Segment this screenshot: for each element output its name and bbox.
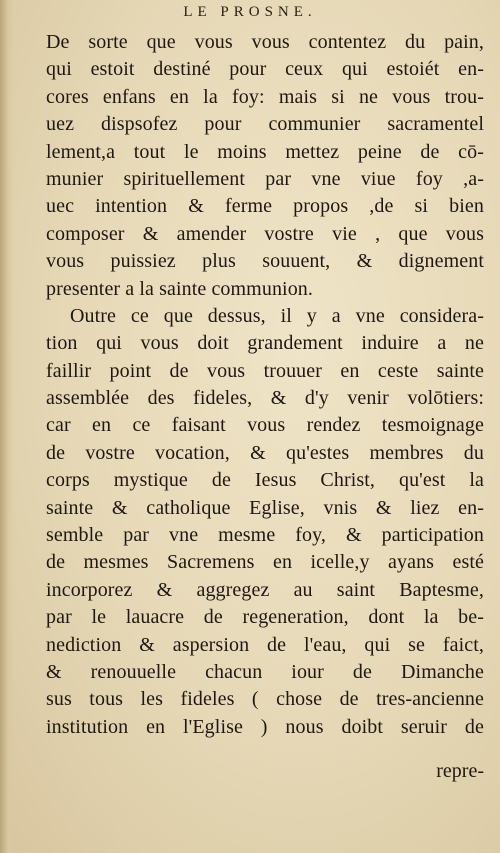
text-line: munier spirituellement par vne viue foy ,a- (46, 167, 484, 190)
page-gutter-edge (0, 0, 14, 853)
text-line: par le lauacre de regeneration, dont la be- (46, 606, 484, 629)
running-head: LE PROSNE. (183, 4, 317, 20)
text-line: uec intention & ferme propos ,de si bien (46, 195, 484, 218)
text-line: institution en l'Eglise ) nous doibt seruir de (46, 715, 484, 738)
body-text (46, 29, 484, 741)
text-line: Outre ce que dessus, il y a vne considera- (70, 304, 484, 327)
text-line: semble par vne mesme foy, & participation (46, 524, 484, 547)
catchword: repre- (436, 760, 484, 782)
text-line: de mesmes Sacremens en icelle,y ayans esté (46, 551, 484, 574)
text-line: tion qui vous doit grandement induire a ne (46, 332, 484, 355)
text-line: nediction & aspersion de l'eau, qui se faict, (46, 633, 484, 656)
text-line: De sorte que vous vous contentez du pain, (46, 31, 484, 53)
text-line: sus tous les fideles ( chose de tres-ancienne (46, 688, 484, 711)
text-line: faillir point de vous trouuer en ceste sainte (46, 359, 484, 382)
text-line: qui estoit destiné pour ceux qui estoiét en- (46, 58, 484, 81)
text-line: assemblée des fideles, & d'y venir volōtiers: (46, 387, 484, 410)
text-line: car en ce faisant vous rendez tesmoignage (46, 414, 484, 437)
text-line: composer & amender vostre vie , que vous (46, 222, 484, 245)
text-line: corps mystique de Iesus Christ, qu'est la (46, 469, 484, 492)
text-line: & renouuelle chacun iour de Dimanche (46, 660, 484, 683)
text-line: presenter a la sainte communion. (46, 277, 313, 300)
text-line: vous puissiez plus souuent, & dignement (46, 250, 484, 273)
text-line: incorporez & aggregez au saint Baptesme, (46, 578, 484, 601)
text-line: sainte & catholique Eglise, vnis & liez en- (46, 496, 484, 519)
text-line: de vostre vocation, & qu'estes membres du (46, 441, 484, 464)
text-line: uez dispsofez pour communier sacramentel (46, 113, 484, 136)
text-line: cores enfans en la foy: mais si ne vous trou- (46, 85, 484, 108)
text-line: lement,a tout le moins mettez peine de cō- (46, 140, 484, 163)
